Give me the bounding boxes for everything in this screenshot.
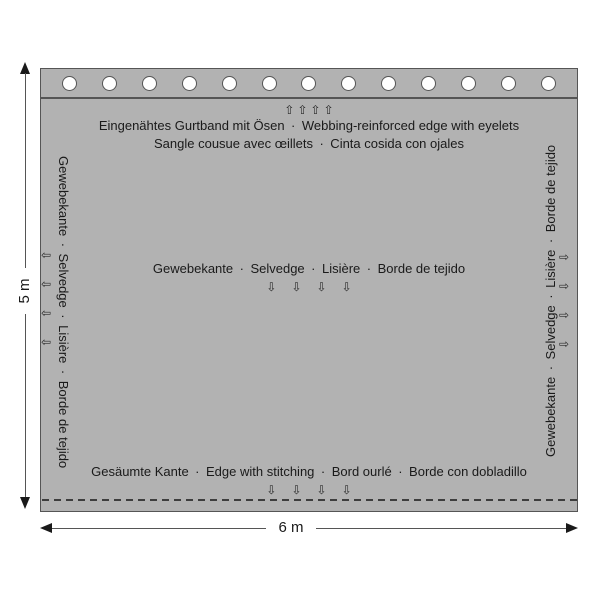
height-dimension-line-upper (25, 73, 26, 268)
width-dimension-label: 6 m (278, 519, 304, 536)
left-arrow-icon: ⇦ (41, 335, 52, 349)
left-arrow-icon: ⇦ (41, 306, 52, 320)
up-arrow-icon: ⇧ (310, 103, 321, 117)
eyelet (541, 76, 556, 91)
stitching-dashed-line (42, 499, 577, 501)
right-arrow-icon: ⇨ (559, 308, 570, 322)
eyelet (262, 76, 277, 91)
width-dimension-line-left (52, 528, 266, 529)
down-arrow-icon: ⇩ (316, 280, 327, 294)
left-selvedge-arrows (41, 249, 51, 348)
eyelet (62, 76, 77, 91)
right-arrow-icon: ⇨ (559, 337, 570, 351)
up-arrow-icon: ⇧ (297, 103, 308, 117)
top-edge-label-block (40, 104, 578, 153)
eyelet (421, 76, 436, 91)
webbing-strip (41, 69, 577, 99)
eyelet (142, 76, 157, 91)
left-arrow-icon: ⇦ (41, 248, 52, 262)
center-selvedge-arrows (266, 281, 351, 294)
bottom-edge-label: Gesäumte Kante · Edge with stitching · Bord ourlé · Borde con dobladillo (91, 464, 527, 479)
center-selvedge-label: Gewebekante · Selvedge · Lisière · Borde de tejido (152, 261, 466, 276)
eyelet (501, 76, 516, 91)
right-selvedge-label: Gewebekante · Selvedge · Lisière · Borde de tejido (543, 144, 558, 457)
down-arrow-icon: ⇩ (266, 280, 277, 294)
down-arrow-icon: ⇩ (291, 483, 302, 497)
eyelet (182, 76, 197, 91)
eyelet (381, 76, 396, 91)
width-dimension-line-right (316, 528, 566, 529)
down-arrow-icon: ⇩ (341, 483, 352, 497)
eyelet (461, 76, 476, 91)
down-arrow-icon: ⇩ (291, 280, 302, 294)
bottom-edge-label-block (40, 463, 578, 497)
eyelet (222, 76, 237, 91)
right-selvedge-arrows (559, 251, 569, 350)
eyelet (341, 76, 356, 91)
bottom-edge-arrows (266, 484, 351, 497)
down-arrow-icon: ⇩ (341, 280, 352, 294)
left-arrow-icon: ⇦ (41, 277, 52, 291)
center-selvedge-label-block (40, 260, 578, 294)
right-arrow-icon: ⇨ (559, 279, 570, 293)
height-dimension-label: 5 m (16, 278, 33, 304)
eyelet (102, 76, 117, 91)
dimension-arrow-down-icon (20, 497, 30, 509)
left-selvedge-label: Gewebekante · Selvedge · Lisière · Borde de tejido (56, 156, 71, 469)
dimension-arrow-right-icon (566, 523, 578, 533)
top-edge-arrows (284, 104, 333, 117)
top-edge-label-line2: Sangle cousue avec œillets · Cinta cosida con ojales (154, 136, 464, 151)
up-arrow-icon: ⇧ (284, 103, 295, 117)
down-arrow-icon: ⇩ (316, 483, 327, 497)
up-arrow-icon: ⇧ (323, 103, 334, 117)
dimension-arrow-left-icon (40, 523, 52, 533)
top-edge-label-line1: Eingenähtes Gurtband mit Ösen · Webbing-reinforced edge with eyelets (98, 118, 520, 133)
height-dimension-line-lower (25, 314, 26, 498)
right-arrow-icon: ⇨ (559, 250, 570, 264)
eyelet (301, 76, 316, 91)
down-arrow-icon: ⇩ (266, 483, 277, 497)
